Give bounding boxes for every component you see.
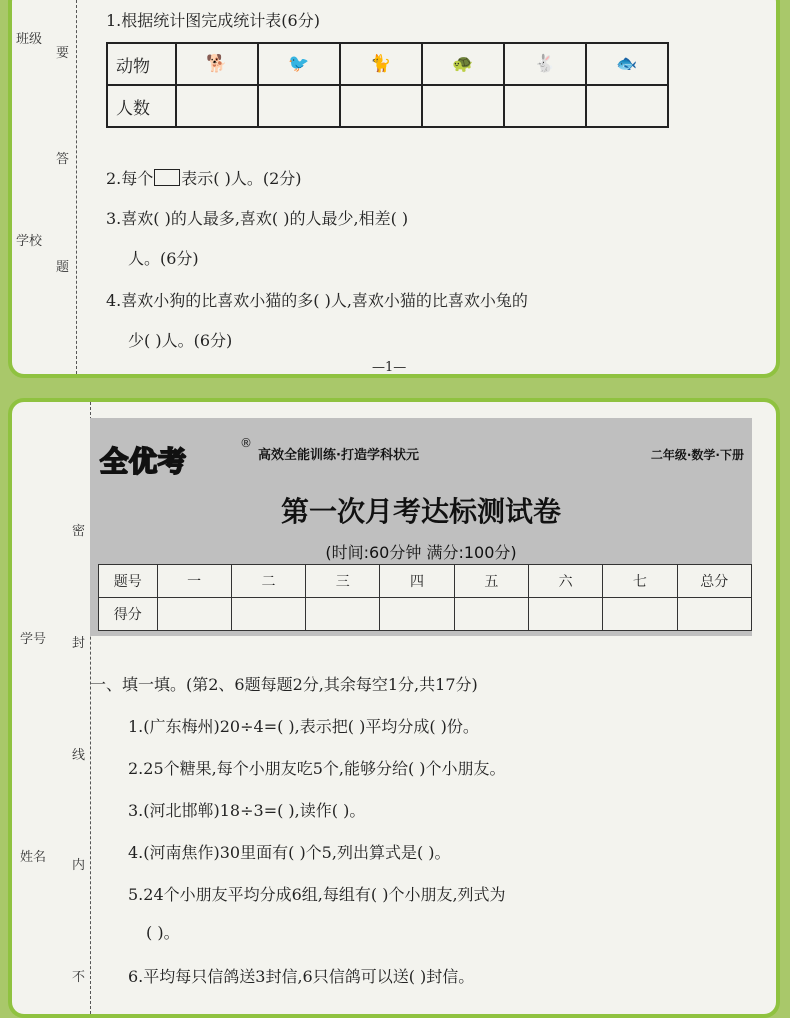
- exam-page-top: [8, 0, 780, 378]
- margin-label-not: 不: [72, 970, 86, 985]
- bird-icon: 🐦: [258, 43, 340, 85]
- slogan: 高效全能训练·打造学科状元: [258, 448, 419, 463]
- score-cell[interactable]: [380, 598, 454, 631]
- margin-label-student-id: 学号: [20, 632, 47, 647]
- fill-question-1: 1.(广东梅州)20÷4=( ),表示把( )平均分成( )份。: [128, 717, 479, 736]
- score-cell[interactable]: [231, 598, 305, 631]
- brand-logo: 全优考: [100, 445, 188, 478]
- fill-question-5-cont: ( )。: [146, 923, 180, 942]
- score-table: [98, 564, 752, 631]
- score-cell[interactable]: [157, 598, 231, 631]
- question-3: 3.喜欢( )的人最多,喜欢( )的人最少,相差( ): [106, 209, 409, 228]
- question-2-suffix: 表示( )人。(2分): [181, 169, 302, 188]
- page-number: —1—: [372, 360, 407, 375]
- count-cell[interactable]: [586, 85, 668, 127]
- margin-label-seal: 密: [72, 524, 86, 539]
- fill-question-6: 6.平均每只信鸽送3封信,6只信鸽可以送( )封信。: [128, 967, 475, 986]
- row-label-score: 得分: [99, 598, 158, 631]
- question-1: 1.根据统计图完成统计表(6分): [106, 11, 320, 30]
- row-label-count: 人数: [107, 85, 176, 127]
- registered-mark: ®: [240, 436, 252, 450]
- exam-header-banner: [90, 418, 752, 636]
- grade-label: 二年级·数学·下册: [650, 448, 744, 462]
- question-4: 4.喜欢小狗的比喜欢小猫的多( )人,喜欢小猫的比喜欢小兔的: [106, 291, 528, 310]
- header-cell: 六: [528, 565, 602, 598]
- fill-question-5: 5.24个小朋友平均分成6组,每组有( )个小朋友,列式为: [128, 885, 506, 904]
- turtle-icon: 🐢: [422, 43, 504, 85]
- header-cell: 一: [157, 565, 231, 598]
- margin-label-must: 要: [56, 46, 70, 61]
- table-row: [107, 85, 668, 127]
- question-2: [106, 166, 302, 189]
- exam-page-bottom: [8, 398, 780, 1018]
- margin-label-question: 题: [56, 260, 70, 275]
- margin-label-seal2: 封: [72, 636, 86, 651]
- section-title: 一、填一填。(第2、6题每题2分,其余每空1分,共17分): [90, 675, 478, 694]
- fish-icon: 🐟: [586, 43, 668, 85]
- header-total: 总分: [677, 565, 751, 598]
- square-box-icon: [154, 169, 180, 186]
- margin-label-inside: 内: [72, 858, 86, 873]
- fill-question-2: 2.25个糖果,每个小朋友吃5个,能够分给( )个小朋友。: [128, 759, 506, 778]
- count-cell[interactable]: [340, 85, 422, 127]
- header-cell: 五: [454, 565, 528, 598]
- margin-label-answer: 答: [56, 152, 70, 167]
- count-cell[interactable]: [258, 85, 340, 127]
- count-cell[interactable]: [504, 85, 586, 127]
- binding-line: [76, 0, 77, 374]
- header-cell: 二: [231, 565, 305, 598]
- question-3-cont: 人。(6分): [128, 249, 199, 268]
- rabbit-icon: 🐇: [504, 43, 586, 85]
- score-cell[interactable]: [677, 598, 751, 631]
- cat-icon: 🐈: [340, 43, 422, 85]
- table-row: [99, 598, 752, 631]
- dog-icon: 🐕: [176, 43, 258, 85]
- page-title: 第一次月考达标测试卷: [280, 495, 561, 528]
- table-row: [99, 565, 752, 598]
- animal-table: [106, 42, 669, 128]
- margin-label-line: 线: [72, 748, 86, 763]
- header-cell: 三: [306, 565, 380, 598]
- question-2-prefix: 2.每个: [106, 169, 154, 188]
- row-label-animal: 动物: [107, 43, 176, 85]
- fill-question-3: 3.(河北邯郸)18÷3=( ),读作( )。: [128, 801, 366, 820]
- header-cell: 四: [380, 565, 454, 598]
- score-cell[interactable]: [528, 598, 602, 631]
- header-cell: 七: [603, 565, 677, 598]
- table-row: [107, 43, 668, 85]
- question-4-cont: 少( )人。(6分): [128, 331, 233, 350]
- count-cell[interactable]: [422, 85, 504, 127]
- margin-label-school: 学校: [16, 234, 43, 249]
- exam-subtitle: (时间:60分钟 满分:100分): [325, 543, 517, 562]
- score-cell[interactable]: [306, 598, 380, 631]
- margin-label-name: 姓名: [20, 850, 47, 865]
- score-cell[interactable]: [454, 598, 528, 631]
- fill-question-4: 4.(河南焦作)30里面有( )个5,列出算式是( )。: [128, 843, 451, 862]
- margin-label-class: 班级: [16, 32, 43, 47]
- header-question-number: 题号: [99, 565, 158, 598]
- score-cell[interactable]: [603, 598, 677, 631]
- count-cell[interactable]: [176, 85, 258, 127]
